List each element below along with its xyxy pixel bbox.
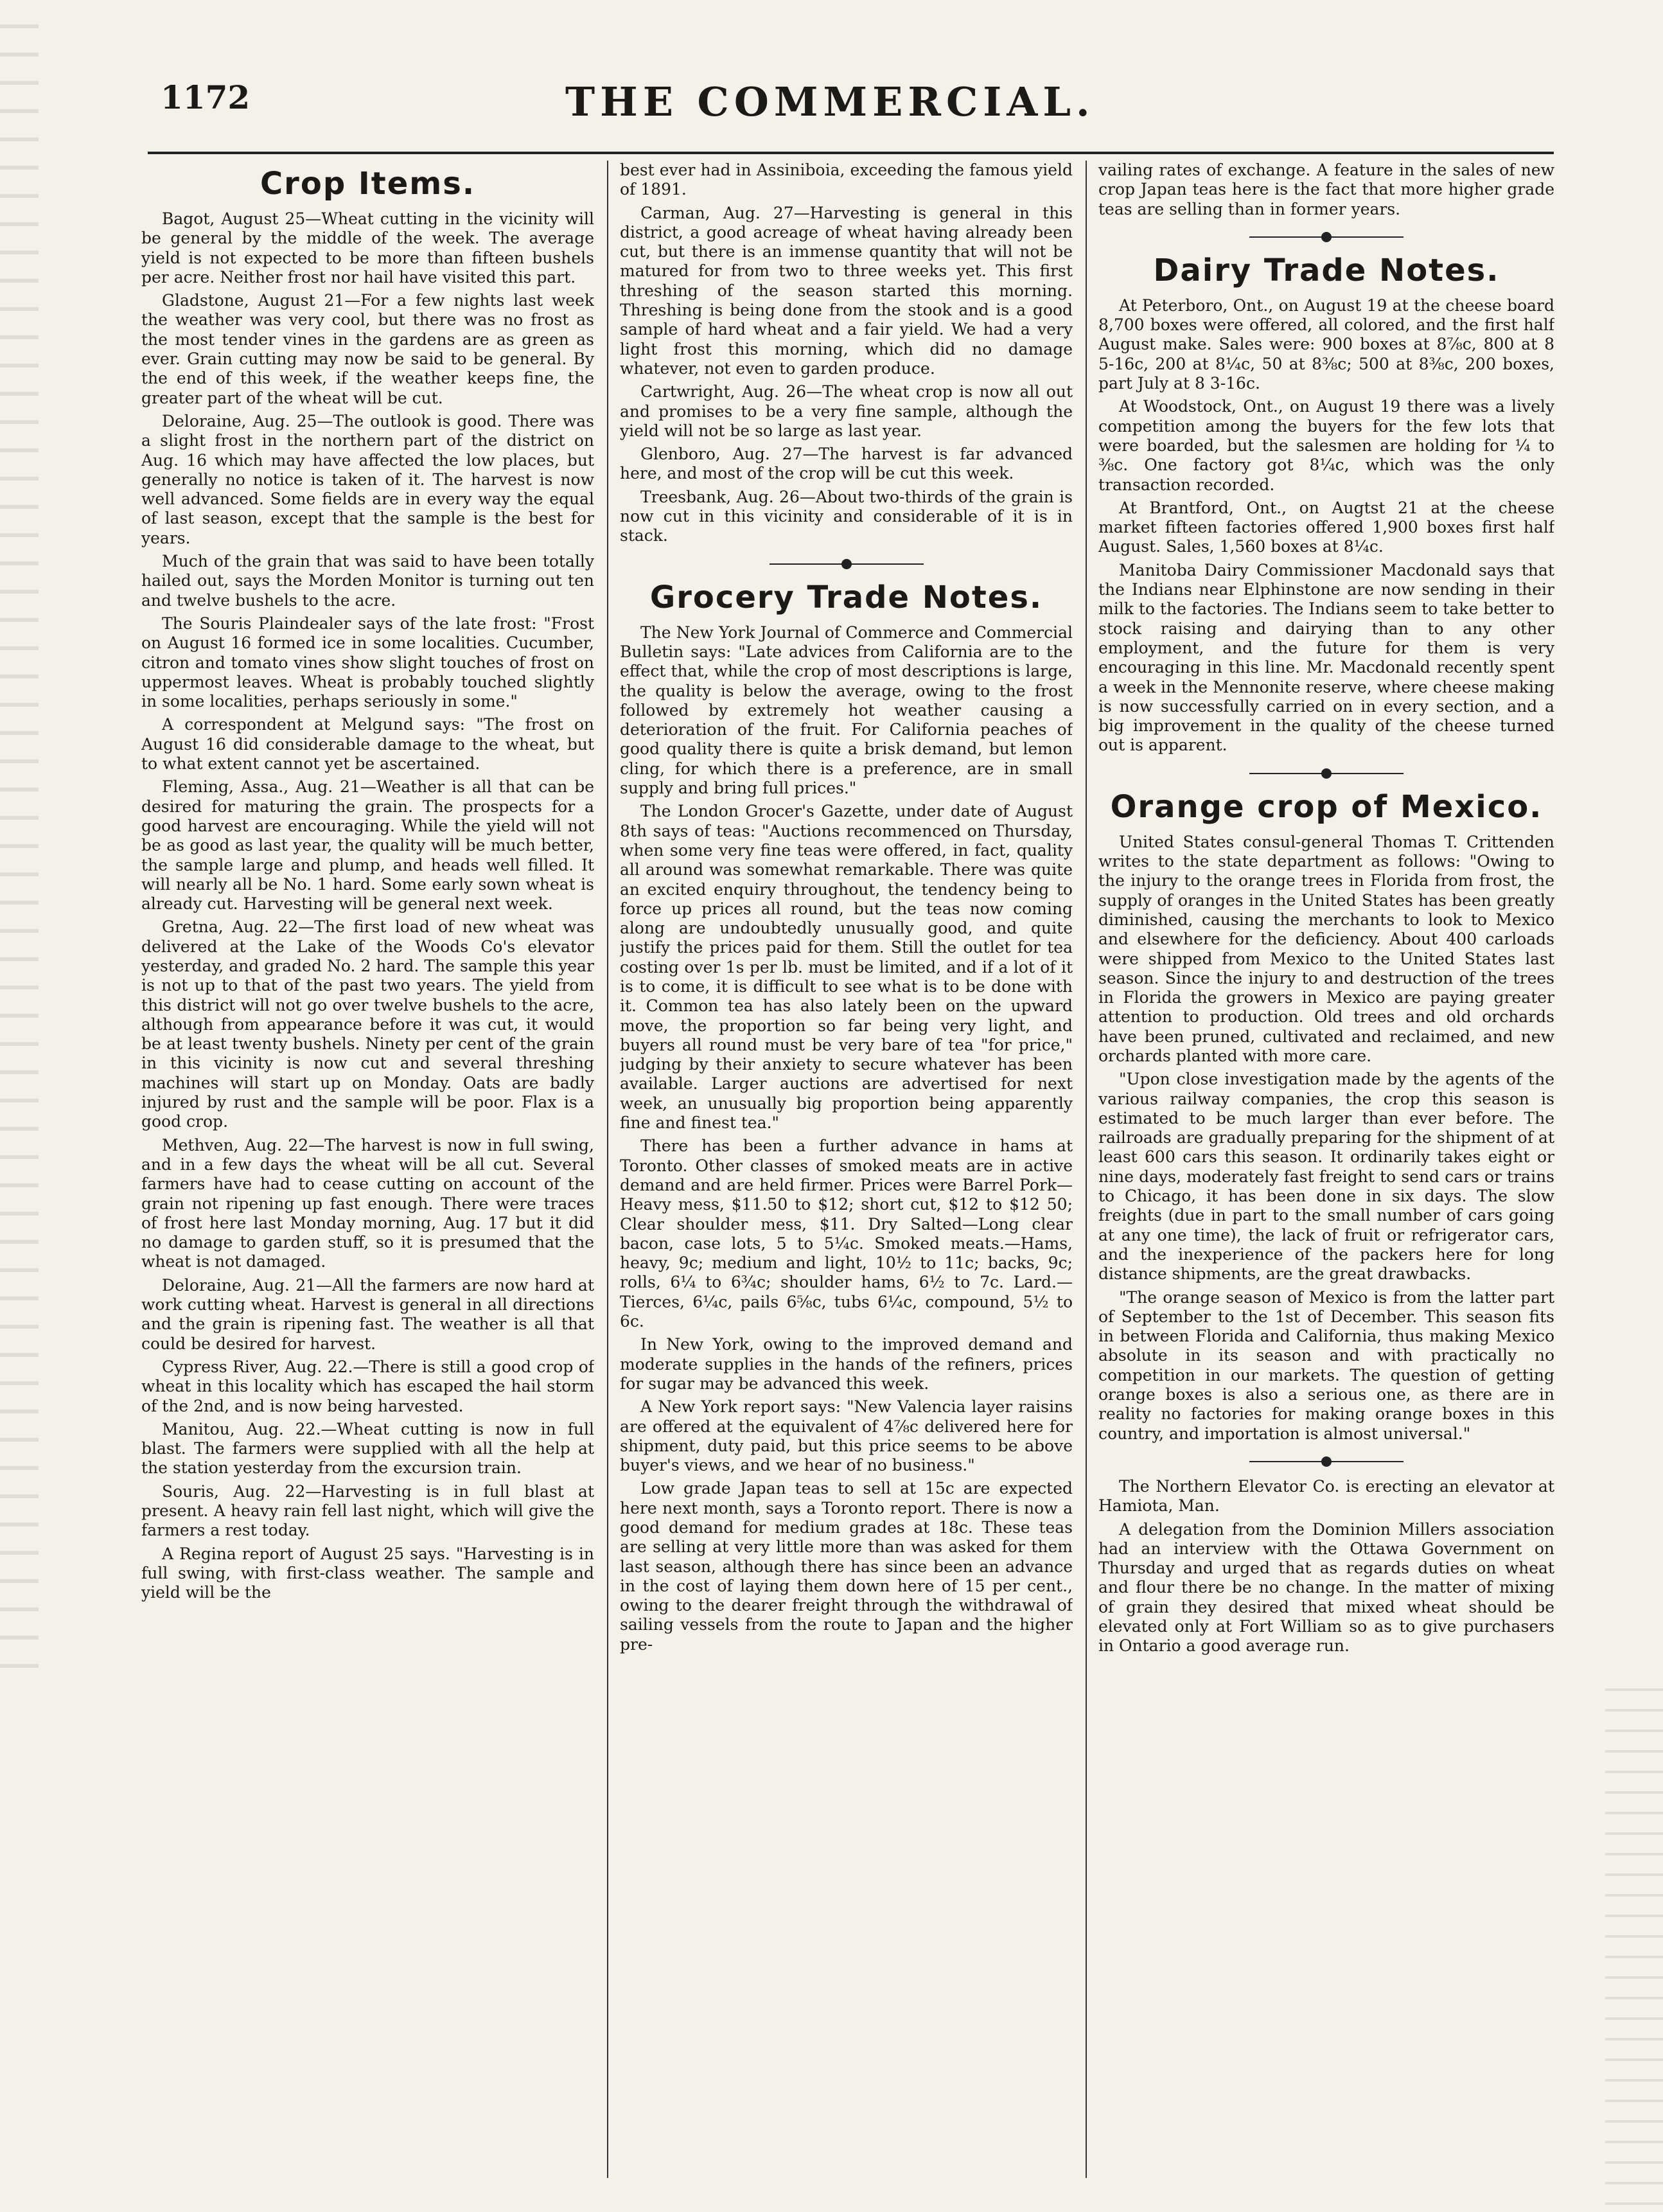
section-title-crop-items: Crop Items. [260, 166, 476, 202]
article-paragraph: Gretna, Aug. 22—The first load of new wheat was delivered at the Lake of the Woods Co's elevator yesterday, and graded No. 2 hard. The sample this year is not up to that of the past two years. The yield from this district will not go over twelve bushels to the acre, although from appearance before it was cut, it would be at least twenty bushels. Ninety per cent of the grain in this vicinity is now cut and several threshing machines will start up on Monday. Oats are badly injured by rust and the sample will be poor. Flax is a good crop. [141, 917, 594, 1131]
section-ornament [1249, 231, 1403, 243]
section-ornament [770, 558, 924, 571]
article-paragraph: Manitoba Dairy Commissioner Macdonald says that the Indians near Elphinstone are now sending in their milk to the factories. The Indians seem to take better to stock raising and dairying than to any other employment, and the future for them is very encouraging in this line. Mr. Macdonald recently spent a week in the Mennonite reserve, where cheese making is now successfully carried on in every section, and a big improvement in the quality of the cheese turned out is apparent. [1098, 560, 1554, 755]
scan-edge-left [0, 0, 39, 1670]
article-paragraph: Manitou, Aug. 22.—Wheat cutting is now in full blast. The farmers were supplied with all the help at the station yesterday from the excursion train. [141, 1419, 594, 1478]
article-paragraph: best ever had in Assiniboia, exceeding the famous yield of 1891. [620, 161, 1073, 199]
column-divider [1086, 161, 1087, 2178]
article-paragraph: Cypress River, Aug. 22.—There is still a good crop of wheat in this locality which has escaped the hail storm of the 2nd, and is now being harvested. [141, 1357, 594, 1415]
masthead-title: THE COMMERCIAL. [565, 78, 1095, 125]
section-title-grocery-trade-notes: Grocery Trade Notes. [649, 579, 1043, 615]
article-paragraph: Fleming, Assa., Aug. 21—Weather is all that can be desired for maturing the grain. The prospects for a good harvest are encouraging. While the yield will not be as good as last year, the quality will be much better, the sample large and plump, and heads well filled. It will nearly all be No. 1 hard. Some early sown wheat is already cut. Harvesting will be general next week. [141, 777, 594, 914]
article-paragraph: A correspondent at Melgund says: "The frost on August 16 did considerable damage to the wheat, but to what extent cannot yet be ascertained. [141, 715, 594, 774]
article-paragraph: The Souris Plaindealer says of the late frost: "Frost on August 16 formed ice in some localities. Cucumber, citron and tomato vines show slight touches of frost on uppermost leaves. Wheat is probably touched slightly in some localities, perhaps seriously in some." [141, 614, 594, 711]
column-1 [141, 161, 594, 2184]
article-paragraph: A New York report says: "New Valencia layer raisins are offered at the equivalent of 4⅞c delivered here for shipment, duty paid, but this price seems to be above buyer's views, and we hear of no business." [620, 1397, 1073, 1475]
article-paragraph: Bagot, August 25—Wheat cutting in the vicinity will be general by the middle of the week. The average yield is not expected to be more than fifteen bushels per acre. Neither frost nor hail have visited this part. [141, 209, 594, 287]
section-ornament [1249, 767, 1403, 780]
article-paragraph: "The orange season of Mexico is from the latter part of September to the 1st of December. This season fits in between Florida and California, thus making Mexico absolute in its season and with practically no competition in our markets. The question of getting orange boxes is also a serious one, as there are in reality no factories for making orange boxes in this country, and importation is almost universal." [1098, 1287, 1554, 1443]
article-paragraph: A delegation from the Dominion Millers association had an interview with the Ottawa Government on Thursday and urged that as regards duties on wheat and flour there be no change. In the matter of mixing of grain they desired that mixed wheat should be elevated only at Fort William so as to give purchasers in Ontario a good average run. [1098, 1519, 1554, 1656]
section-ornament [1249, 1455, 1403, 1468]
article-paragraph: Deloraine, Aug. 21—All the farmers are now hard at work cutting wheat. Harvest is general in all directions and the grain is ripening fast. The weather is all that could be desired for harvest. [141, 1275, 594, 1353]
column-divider [607, 161, 608, 2178]
article-paragraph: Low grade Japan teas to sell at 15c are expected here next month, says a Toronto report. There is now a good demand for medium grades at 18c. These teas are selling at very little more than was asked for them last season, although there has since been an advance in the cost of laying them down here of 15 per cent., owing to the dearer freight through the withdrawal of sailing vessels from the route to Japan and the higher pre- [620, 1479, 1073, 1654]
article-paragraph: Cartwright, Aug. 26—The wheat crop is now all out and promises to be a very fine sample, although the yield will not be so large as last year. [620, 382, 1073, 440]
article-paragraph: Glenboro, Aug. 27—The harvest is far advanced here, and most of the crop will be cut this week. [620, 445, 1073, 483]
header-rule [148, 152, 1554, 154]
article-paragraph: vailing rates of exchange. A feature in the sales of new crop Japan teas here is the fact that more higher grade teas are selling than in former years. [1098, 161, 1554, 218]
article-paragraph: Treesbank, Aug. 26—About two-thirds of the grain is now cut in this vicinity and considerable of it is in stack. [620, 487, 1073, 545]
section-title-dairy-trade-notes: Dairy Trade Notes. [1153, 252, 1500, 288]
article-paragraph: At Peterboro, Ont., on August 19 at the cheese board 8,700 boxes were offered, all colored, and the first half August make. Sales were: 900 boxes at 8⅞c, 800 at 8 5-16c, 200 at 8¼c, 50 at 8⅜c; 500 at 8⅜c, 200 boxes, part July at 8 3-16c. [1098, 296, 1554, 393]
article-paragraph: Gladstone, August 21—For a few nights last week the weather was very cool, but there was no frost as the most tender vines in the gardens are as green as ever. Grain cutting may now be said to be general. By the end of this week, if the weather keeps fine, the greater part of the wheat will be cut. [141, 291, 594, 407]
article-paragraph: The London Grocer's Gazette, under date of August 8th says of teas: "Auctions recommenced on Thursday, when some very fine teas were offered, in fact, quality all around was somewhat remarkable. There was quite an excited enquiry throughout, the tendency being to force up prices all round, but the teas now coming along are undoubtedly unusually good, and quite justify the prices paid for them. Still the outlet for tea costing over 1s per lb. must be limited, and if a lot of it is to come, it is difficult to see what is to be done with it. Common tea has also lately been on the upward move, the proportion so far being very light, and buyers all round must be very bare of tea "for price," judging by their anxiety to secure whatever has been available. Larger auctions are advertised for next week, an unusually big proportion being apparently fine and finest tea." [620, 802, 1073, 1133]
article-paragraph: Methven, Aug. 22—The harvest is now in full swing, and in a few days the wheat will be all cut. Several farmers have had to cease cutting on account of the grain not ripening up fast enough. There were traces of frost here last Monday morning, Aug. 17 but it did no damage to garden stuff, so it is presumed that the wheat is not damaged. [141, 1135, 594, 1271]
article-paragraph: The Northern Elevator Co. is erecting an elevator at Hamiota, Man. [1098, 1476, 1554, 1516]
column-2 [620, 161, 1073, 2184]
section-title-orange-crop-of-mexico: Orange crop of Mexico. [1110, 788, 1543, 825]
article-paragraph: Carman, Aug. 27—Harvesting is general in this district, a good acreage of wheat having already been cut, but there is an immense quantity that will not be matured for from two to three weeks yet. This first threshing of the season started this morning. Threshing is being done from the stook and is a good sample of hard wheat and a fair yield. We had a very light frost this morning, which did no damage whatever, not even to garden produce. [620, 203, 1073, 378]
grocery-continuation [1098, 161, 1554, 219]
article-paragraph: There has been a further advance in hams at Toronto. Other classes of smoked meats are in active demand and are held firmer. Prices were Barrel Pork—Heavy mess, $11.50 to $12; short cut, $12 to $12 50; Clear shoulder mess, $11. Dry Salted—Long clear bacon, case lots, 5 to 5¼c. Smoked meats.—Hams, heavy, 9c; medium and light, 10½ to 11c; backs, 9c; rolls, 6¼ to 6¾c; shoulder hams, 6½ to 7c. Lard.—Tierces, 6¼c, pails 6⅝c, tubs 6¼c, compound, 5½ to 6c. [620, 1137, 1073, 1331]
article-paragraph: A Regina report of August 25 says. "Harvesting is in full swing, with first-class weather. The sample and yield will be the [141, 1544, 594, 1602]
page-number: 1172 [161, 78, 251, 116]
scan-edge-right [1605, 1670, 1663, 2212]
crop-items-continuation [620, 161, 1073, 546]
article-paragraph: The New York Journal of Commerce and Commercial Bulletin says: "Late advices from California are to the effect that, while the crop of most descriptions is large, the quality is below the average, owing to the frost followed by extremely hot weather causing a deterioration of the fruit. For California peaches of good quality there is quite a brisk demand, but lemon cling, for which there is a preference, are in small supply and bring full prices." [620, 623, 1073, 798]
column-3 [1098, 161, 1554, 2184]
article-paragraph: In New York, owing to the improved demand and moderate supplies in the hands of the refiners, prices for sugar may be advanced this week. [620, 1335, 1073, 1393]
article-paragraph: At Brantford, Ont., on Augtst 21 at the cheese market fifteen factories offered 1,900 boxes first half August. Sales, 1,560 boxes at 8¼c. [1098, 498, 1554, 556]
article-paragraph: Souris, Aug. 22—Harvesting is in full blast at present. A heavy rain fell last night, which will give the farmers a rest today. [141, 1482, 594, 1540]
article-paragraph: Deloraine, Aug. 25—The outlook is good. There was a slight frost in the northern part of the district on Aug. 16 which may have affected the low places, but generally no notice is taken of it. The harvest is now well advanced. Some fields are in every way the equal of last season, except that the sample is the best for years. [141, 411, 594, 547]
article-paragraph: Much of the grain that was said to have been totally hailed out, says the Morden Monitor is turning out ten and twelve bushels to the acre. [141, 552, 594, 610]
article-paragraph: At Woodstock, Ont., on August 19 there was a lively competition among the buyers for the few lots that were boarded, but the salesmen are holding for ¼ to ⅜c. One factory got 8¼c, which was the only transaction recorded. [1098, 397, 1554, 494]
article-paragraph: United States consul-general Thomas T. Crittenden writes to the state department as follows: "Owing to the injury to the orange trees in Florida from frost, the supply of oranges in the United States has been greatly diminished, causing the merchants to look to Mexico and elsewhere for the deficiency. About 400 carloads were shipped from Mexico to the United States last season. Since the injury to and destruction of the trees in Florida the growers in Mexico are paying greater attention to production. Old trees and old orchards have been pruned, cultivated and reclaimed, and new orchards planted with more care. [1098, 832, 1554, 1065]
article-paragraph: "Upon close investigation made by the agents of the various railway companies, the crop this season is estimated to be much larger than ever before. The railroads are gradually preparing for the shipment of at least 600 cars this season. It ordinarily takes eight or nine days, moderately fast freight to send cars or trains to Chicago, it has been done in six days. The slow freights (due in part to the small number of cars going at any one time), the lack of fruit or refrigerator cars, and the inexperience of the packers here for long distance shipments, are the great drawbacks. [1098, 1070, 1554, 1284]
